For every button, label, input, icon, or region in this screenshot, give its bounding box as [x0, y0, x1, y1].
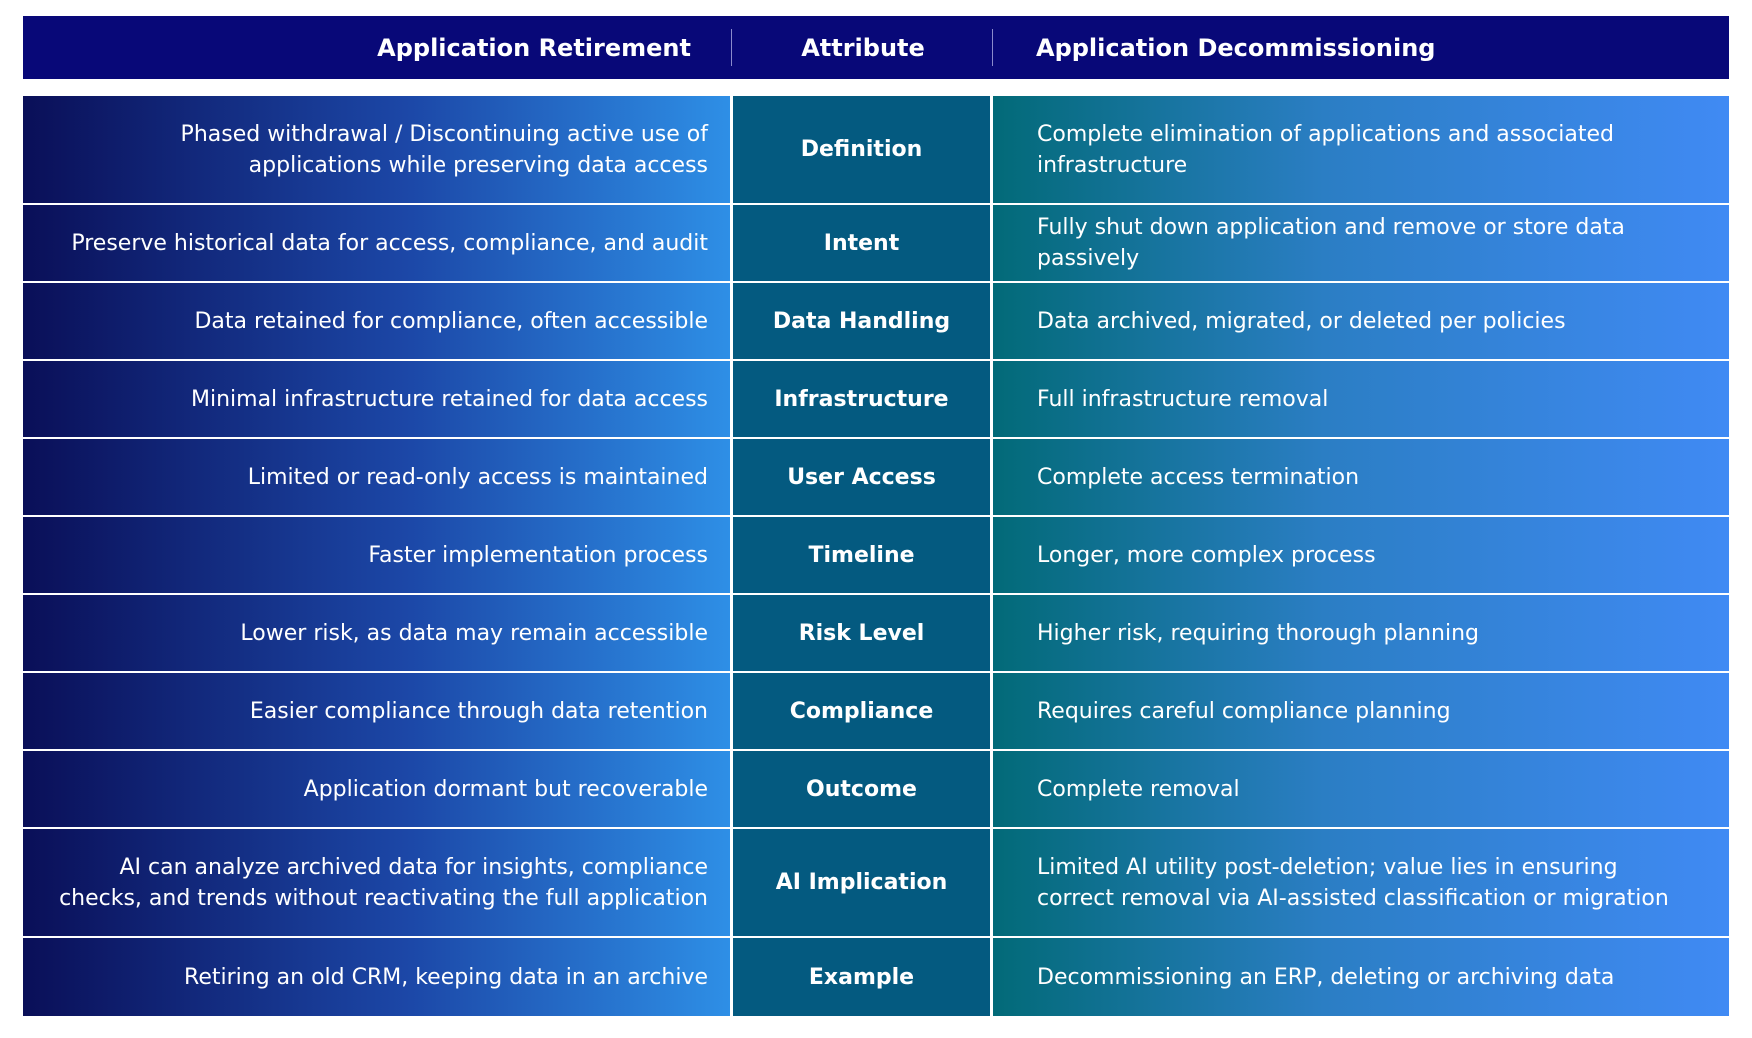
attribute-cell: User Access: [732, 439, 991, 515]
decommissioning-cell: Longer, more complex process: [993, 517, 1729, 593]
decommissioning-cell: Higher risk, requiring thorough planning: [993, 595, 1729, 671]
header-divider: [992, 29, 993, 66]
table-row: [23, 751, 1729, 829]
header-divider: [731, 29, 732, 66]
retirement-cell: AI can analyze archived data for insights, compliance checks, and trends without reactivating the full application: [23, 829, 730, 936]
retirement-cell: Faster implementation process: [23, 517, 730, 593]
decommissioning-cell: Requires careful compliance planning: [993, 673, 1729, 749]
retirement-cell: Minimal infrastructure retained for data access: [23, 361, 730, 437]
comparison-table: [23, 96, 1729, 1016]
table-row: [23, 595, 1729, 673]
table-row: [23, 673, 1729, 751]
table-row: [23, 439, 1729, 517]
retirement-cell: Easier compliance through data retention: [23, 673, 730, 749]
header-decommissioning: Application Decommissioning: [1036, 33, 1436, 62]
retirement-cell: Retiring an old CRM, keeping data in an archive: [23, 938, 730, 1016]
attribute-cell: Infrastructure: [732, 361, 991, 437]
table-row: [23, 96, 1729, 205]
decommissioning-cell: Data archived, migrated, or deleted per policies: [993, 283, 1729, 359]
decommissioning-cell: Complete access termination: [993, 439, 1729, 515]
header-retirement: Application Retirement: [377, 33, 691, 62]
decommissioning-cell: Complete removal: [993, 751, 1729, 827]
retirement-cell: Preserve historical data for access, compliance, and audit: [23, 205, 730, 281]
retirement-cell: Data retained for compliance, often accessible: [23, 283, 730, 359]
table-row: [23, 938, 1729, 1016]
attribute-cell: Data Handling: [732, 283, 991, 359]
retirement-cell: Phased withdrawal / Discontinuing active use of applications while preserving data access: [23, 96, 730, 203]
attribute-cell: AI Implication: [732, 829, 991, 936]
decommissioning-cell: Limited AI utility post-deletion; value lies in ensuring correct removal via AI-assisted classification or migration: [993, 829, 1729, 936]
retirement-cell: Application dormant but recoverable: [23, 751, 730, 827]
attribute-cell: Outcome: [732, 751, 991, 827]
decommissioning-cell: Complete elimination of applications and associated infrastructure: [993, 96, 1729, 203]
decommissioning-cell: Fully shut down application and remove or store data passively: [993, 205, 1729, 281]
table-row: [23, 361, 1729, 439]
retirement-cell: Lower risk, as data may remain accessible: [23, 595, 730, 671]
table-row: [23, 829, 1729, 938]
table-header: [23, 16, 1729, 79]
table-row: [23, 205, 1729, 283]
attribute-cell: Compliance: [732, 673, 991, 749]
retirement-cell: Limited or read-only access is maintained: [23, 439, 730, 515]
decommissioning-cell: Full infrastructure removal: [993, 361, 1729, 437]
attribute-cell: Definition: [732, 96, 991, 203]
attribute-cell: Timeline: [732, 517, 991, 593]
attribute-cell: Example: [732, 938, 991, 1016]
attribute-cell: Intent: [732, 205, 991, 281]
attribute-cell: Risk Level: [732, 595, 991, 671]
table-row: [23, 517, 1729, 595]
table-row: [23, 283, 1729, 361]
decommissioning-cell: Decommissioning an ERP, deleting or archiving data: [993, 938, 1729, 1016]
header-attribute: Attribute: [801, 33, 925, 62]
